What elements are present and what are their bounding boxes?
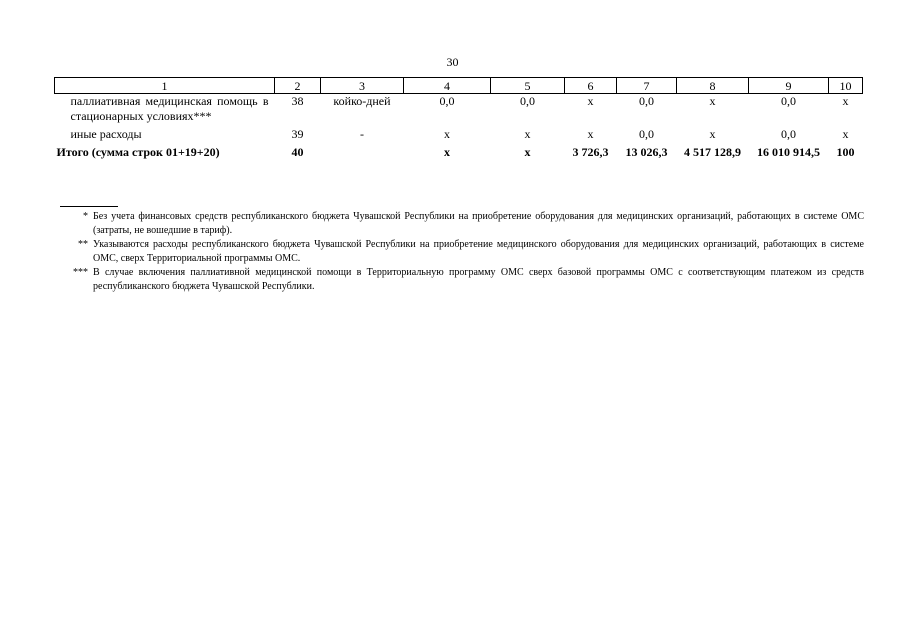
cell-col7: 0,0 [639, 94, 654, 108]
column-header: 10 [829, 78, 863, 94]
row-code: 38 [291, 94, 304, 108]
footnote-text: В случае включения паллиативной медицинской помощи в Территориальную программу ОМС сверх базовой программы ОМС с соответствующим платежом из средств республиканского бюджета Чувашской Республики. [93, 267, 864, 292]
row-unit: койко-дней [333, 94, 391, 108]
cell-col6: х [587, 94, 594, 108]
page-number: 30 [446, 55, 459, 69]
column-header: 4 [404, 78, 491, 94]
cell-col9: 0,0 [781, 127, 796, 141]
cell-col8: х [709, 127, 716, 141]
column-header: 3 [321, 78, 404, 94]
footnote-mark: ** [78, 239, 88, 250]
table-header-row [55, 78, 863, 94]
footnotes [54, 210, 864, 294]
row-unit [321, 142, 404, 160]
cell-col6: х [587, 127, 594, 141]
cell-col8: 4 517 128,9 [684, 145, 741, 159]
table-row [55, 124, 863, 142]
cell-col9: 16 010 914,5 [757, 145, 820, 159]
footnote [54, 238, 864, 265]
footnote [54, 266, 864, 293]
footnote-text: Указываются расходы республиканского бюджета Чувашской Республики на приобретение медицинского оборудования для медицинских организаций, работающих в системе ОМС, сверх Территориальной программы ОМС. [93, 239, 864, 264]
cell-col4: х [444, 127, 450, 141]
cell-col10: х [842, 94, 849, 108]
column-header: 7 [617, 78, 677, 94]
column-header: 8 [677, 78, 749, 94]
row-unit: - [360, 127, 364, 141]
column-header: 9 [749, 78, 829, 94]
table-row [55, 94, 863, 125]
footnote-mark: * [83, 211, 88, 222]
financing-table [54, 77, 863, 160]
cell-col5: х [524, 145, 531, 159]
cell-col9: 0,0 [781, 94, 796, 108]
table-total-row [55, 142, 863, 160]
cell-col4: 0,0 [439, 94, 455, 108]
column-header: 1 [55, 78, 275, 94]
row-code: 40 [291, 145, 304, 159]
row-name: Итого (сумма строк 01+19+20) [56, 145, 220, 159]
cell-col6: 3 726,3 [572, 145, 609, 159]
row-name: иные расходы [70, 127, 142, 141]
cell-col5: 0,0 [520, 94, 535, 108]
footnote [54, 210, 864, 237]
column-header: 6 [565, 78, 617, 94]
footnote-text: Без учета финансовых средств республиканского бюджета Чувашской Республики на приобретение оборудования для медицинских организаций, работающих в системе ОМС (затраты, не вошедшие в тариф). [93, 211, 864, 236]
cell-col4: х [444, 145, 450, 159]
column-header: 5 [491, 78, 565, 94]
cell-col7: 0,0 [639, 127, 654, 141]
cell-col10: 100 [836, 145, 855, 159]
column-header: 2 [275, 78, 321, 94]
footnote-mark: *** [73, 267, 88, 278]
row-code: 39 [291, 127, 304, 141]
cell-col10: х [842, 127, 849, 141]
footnote-separator [60, 206, 118, 207]
cell-col5: х [524, 127, 531, 141]
row-name: паллиативная медицинская помощь в стационарных условиях*** [70, 94, 269, 123]
cell-col8: х [709, 94, 716, 108]
cell-col7: 13 026,3 [625, 145, 668, 159]
